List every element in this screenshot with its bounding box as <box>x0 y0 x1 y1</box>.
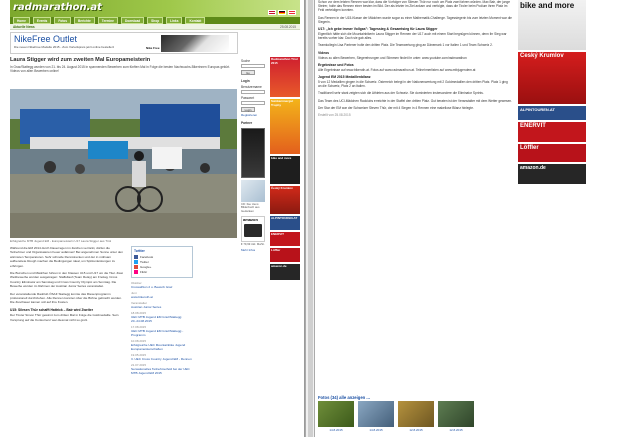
breadcrumb[interactable]: Aktuelle News <box>13 25 35 29</box>
cd-caption[interactable]: CD: Ilse Ueco: Bilderbuch aus Gedanken <box>241 202 260 213</box>
price-text: € 79,99 inkl. MwSt. <box>241 242 265 247</box>
nav-item-fotos[interactable]: Fotos <box>54 17 71 24</box>
ad-cesky-krumlov[interactable]: Český Krumlov <box>270 186 300 214</box>
search-input[interactable] <box>241 64 265 68</box>
ad-enervit[interactable]: ENERVIT <box>270 232 300 246</box>
social-googleplus[interactable]: Google+ <box>134 265 190 269</box>
login-heading: Login <box>241 79 250 83</box>
googleplus-icon <box>134 265 138 269</box>
foto-item[interactable]: 12.8.2015 <box>398 401 434 432</box>
foto-item[interactable]: 14.8.2015 <box>318 401 354 432</box>
ad-enervit[interactable]: ENERVIT <box>518 122 586 142</box>
article-photo[interactable] <box>10 89 237 238</box>
foto-item[interactable]: 14.8.2015 <box>358 401 394 432</box>
username-field[interactable] <box>241 90 265 94</box>
ad-bike-and-more[interactable]: bike and more <box>518 0 586 50</box>
flag-en-icon[interactable] <box>268 10 276 15</box>
article-paragraph: 5 von 12 Medaillen gingen in die Schweiz. Österreich belegt in der Nationenwertung mit 2 Goldmedaillen den dritten Platz. Platz 1 ging an die Schweiz, Platz 2 an Italien. <box>318 80 508 89</box>
foto-thumb[interactable] <box>438 401 474 427</box>
site-logo[interactable]: radmarathon.at <box>13 2 102 13</box>
left-sidebar <box>241 57 267 252</box>
nav-item-kontakt[interactable]: Kontakt <box>185 17 205 24</box>
username-label: Benutzername <box>241 85 262 89</box>
partner-image[interactable] <box>241 180 265 202</box>
flickr-icon <box>134 270 138 274</box>
ad-cesky-krumlov[interactable]: Český Krumlov <box>518 52 586 104</box>
article-subheading: Videos <box>318 50 330 55</box>
partner-heading: Partner <box>241 121 253 125</box>
article-paragraph: Das Rennen in der U15-Klasse der Mädchen wurde sogar zu einer Mathematik-Challenge. Tagessiegerin bis zum letzten Moment war die Siegerin. <box>318 15 512 24</box>
event-link[interactable]: 3. UEC Cross Country Jugend EM - Rennen <box>131 357 192 361</box>
event-link[interactable]: UEC MTB Jugend EM Graz/Stattegg 20.-24.08.2015 <box>131 315 182 323</box>
article-subheading: Ergebnisse und Fotos <box>318 62 354 67</box>
event-link[interactable]: Sensationelles Teilnehmerfeld bei der UEC MTB Jugend EM 2015 <box>131 367 190 375</box>
race-finish-photo <box>10 89 237 238</box>
article-paragraph: Der Star der EM war der Schweizer Steven Thür, der mit 4 Siegen in 4 Rennen eine makellose Bilanz hinlegte. <box>318 105 474 110</box>
event-date: Oktober <box>131 281 142 285</box>
search-label: Suche <box>241 59 251 63</box>
ad-loeffler[interactable]: Löffler <box>518 144 586 162</box>
results-links[interactable]: Alle Ergebnisse auf www.bikeroth.at. Fotos auf www.radmarathon.at. Teilnehmerlisten auf www.mtbjugendem.at <box>318 67 476 72</box>
flag-at-icon[interactable] <box>288 10 296 15</box>
ad-alpintouren[interactable]: ALPINTOUREN.AT <box>518 106 586 120</box>
event-link[interactable]: Austrian Junior Series <box>131 305 162 309</box>
social-flickr[interactable]: Flickr <box>134 270 190 274</box>
password-label: Passwort <box>241 96 255 100</box>
left-ad-column <box>270 57 300 282</box>
article-paragraph: Der veranstaltende Radclub ÖSAF Stattegg konnte das Riesenprogramm professionell durchziehen. Alle Rennen konnten über die Bühne gebracht werden. Die Zuschauer kamen voll auf ihre Kosten. <box>10 291 122 305</box>
right-ad-column <box>518 0 586 186</box>
right-page-pane <box>318 0 620 437</box>
twitter-icon <box>134 260 138 264</box>
article-paragraph: Traditionell sehr stark zeigten sich die Athleten aus der Schweiz. Sie dominierten insbesondere die Eliminator Sprints. <box>318 91 484 96</box>
search-button[interactable]: Go <box>241 70 255 75</box>
left-page-pane <box>0 0 305 437</box>
language-flags <box>268 10 296 15</box>
article-subheading: U17: „Ich gebe immer Vollgas": Tagessieg & Gesamtsieg für Laura Stigger <box>318 27 438 32</box>
article-title: Laura Stigger wird zum zweiten Mal Europameisterin <box>10 57 151 63</box>
event-date: 19.05.2015 <box>131 353 147 357</box>
nav-item-shop[interactable]: Shop <box>147 17 163 24</box>
article-paragraph: Schon vor dem letzten Rennen war klar, dass die Vorfolger von Silesen Thür nur noch um Platz zwei fahren würden. Max Bair, der junge Steirer, holte das Rennen einer besten im Bild. Der als letzter im Ziel ankam und verfolgte, dass die Tiroler beim Podium ihren Platz im Feld verteidigen konnten. <box>318 0 510 13</box>
article-subheading: Jugend EM 2015 Medaillenbilanz <box>318 75 371 80</box>
middle-column <box>131 246 236 377</box>
sub-nav <box>10 24 300 30</box>
nav-item-berichte[interactable]: Berichte <box>74 17 95 24</box>
top-ad-banner[interactable] <box>10 32 238 54</box>
article-paragraph: Das Team des UCI-Mädchen Radclubs erreichte in der Staffel den dritten Platz. Gut beraten ist der Veranstalter mit dem Wetter gewesen. <box>318 98 512 103</box>
social-box <box>131 246 193 278</box>
article-paragraph: Eigentlich hätte sich die Mountainbikerin Laura Stigger im Rennen der U17 auch mit einem Start begnügen können, denn ihr Sieg war bereits vorher klar. Doch sie gab alles. <box>318 32 507 41</box>
ad-amazon[interactable]: amazon.de <box>270 264 300 280</box>
scrollbar-thumb[interactable] <box>308 0 313 437</box>
amazon-logo: amazon <box>243 217 258 223</box>
article-paragraph: Der Tiroler Simon Thür gewinnt zum dritten Mal in Folge die Goldmedaille. Sein Vorsprung auf die Konkurrenz war diesmal nicht so groß. <box>10 313 119 322</box>
foto-item[interactable]: 12.8.2015 <box>438 401 474 432</box>
fotos-strip <box>318 401 474 432</box>
event-link[interactable]: Crossathlon 2 u. Bewerb Graz <box>131 285 173 289</box>
event-date: Veranstalter <box>131 301 148 305</box>
main-nav <box>10 17 300 24</box>
event-link[interactable]: www.bikeroth.at <box>131 295 153 299</box>
right-article-column <box>318 0 512 120</box>
article-paragraph: Die Burschen und Mädchen fuhren in den Klassen U15 und U17 um die Titel. Zwei Wettbewerbe wurden ausgetragen: Staffellauf (Team Relay) am Freitag, Cross Country Eliminator am Samstag und Cross Country Olympic am Sonntag. Die Bewerbe wurden im Rahmen der Austrian Junior Series veranstaltet. <box>10 271 123 289</box>
ad-alpintouren[interactable]: ALPINTOUREN.AT <box>270 216 300 230</box>
ad-bike-and-more[interactable]: bike and more <box>270 156 300 184</box>
ad-salzkammergut[interactable]: Salzkammergut Trophy <box>270 99 300 154</box>
ad-title[interactable]: NikeFree Outlet <box>14 34 78 44</box>
nav-item-termine[interactable]: Termine <box>98 17 118 24</box>
amazon-widget[interactable] <box>241 216 265 242</box>
ad-shoe-image[interactable] <box>161 35 229 52</box>
ad-amazon[interactable]: amazon.de <box>518 164 586 184</box>
event-date: 21.07.2015 <box>131 363 147 367</box>
foto-thumb[interactable] <box>358 401 394 427</box>
article-body <box>10 246 125 325</box>
ad-radmarathon-tirol[interactable]: Radmarathon Tirol 2015 <box>270 57 300 97</box>
nav-item-links[interactable]: Links <box>166 17 182 24</box>
foto-thumb[interactable] <box>318 401 354 427</box>
site-header <box>10 0 300 17</box>
register-link[interactable]: Registrieren <box>241 113 258 117</box>
article-paragraph: Teamkollegin Lisa Partener holte den dritten Platz. Die Teamwertung ging an Dänemark 1 vor Italien 1 und Team Schweiz 2. <box>318 43 493 48</box>
fotos-heading[interactable]: Fotos (34) alle anzeigen ... <box>318 395 370 400</box>
social-facebook[interactable]: Facebook <box>134 255 190 259</box>
event-date: 18.08.2015 <box>131 311 147 315</box>
pane-divider[interactable] <box>305 0 315 437</box>
article-subheading: U15: Silesen Thür schafft Hattrick – Bair wird Zweiter <box>10 307 93 312</box>
nav-item-download[interactable]: Download <box>121 17 144 24</box>
article-intro: In Graz/Stattegg wurden von 21. bis 24. August 2015 in spannenden Bewerben zum fünften Mal in Folge die besten Nachwuchs-Bikerinnen Europas gekürt. Videos von allen Bewerben online! <box>10 65 231 74</box>
event-date: 10.08.2015 <box>131 339 147 343</box>
social-twitter[interactable]: Twitter <box>134 260 190 264</box>
created-date: Erstellt von 25.08.2015 <box>318 113 351 118</box>
flag-de-icon[interactable] <box>278 10 286 15</box>
password-field[interactable] <box>241 101 265 105</box>
events-list <box>131 281 193 375</box>
facebook-icon <box>134 255 138 259</box>
ad-loeffler[interactable]: Löffler <box>270 248 300 262</box>
nav-item-events[interactable]: Events <box>33 17 51 24</box>
photo-caption: Erfolgreiche MTB Jugend EM - Europameisterin U17 Laura Stigger aus Tirol <box>10 239 112 243</box>
event-date: 17.08.2015 <box>131 325 147 329</box>
ad-text: Die neuen NikeFree Modelle 2015 - Zum Vorteilspreis jetzt online bestellen! <box>14 45 115 49</box>
ad-brand: Nike Free <box>146 46 160 50</box>
article-paragraph: Während die EM 2014 durch Dauerregen im Zeichen verrückt, dürfen die Teilnehmer und Organisatoren heuer aufatmen! Bei angenehmen Sonne unter den wärmsten Temperaturen. Sehr schnelle Rennstrecken und der in mühsam aufbereitete Rough machen die Bedingungen ideal, um Spitzenleistungen zu erbringen. <box>10 246 123 268</box>
social-title: Twitter <box>134 249 145 253</box>
more-info-link[interactable]: Mehr Infos <box>241 247 256 252</box>
event-link[interactable]: Erfolgreiche UEC Mountainbike Jugend Europameisterschaften <box>131 343 186 351</box>
login-button[interactable]: Login <box>241 107 255 112</box>
video-links[interactable]: Videos zu allen Bewerben, Siegerehrungen und Stimmen findet ihr unter: www.youtube.com/radmarathon <box>318 55 467 60</box>
cd-cover-image[interactable] <box>241 128 265 178</box>
event-link[interactable]: UEC MTB Jugend EM Graz/Stattegg - Programm <box>131 329 184 337</box>
foto-thumb[interactable] <box>398 401 434 427</box>
event-date: Juni <box>131 291 137 295</box>
device-image <box>244 224 262 237</box>
nav-item-home[interactable]: Home <box>13 17 30 24</box>
current-date: 25.08.2015 <box>280 25 296 29</box>
